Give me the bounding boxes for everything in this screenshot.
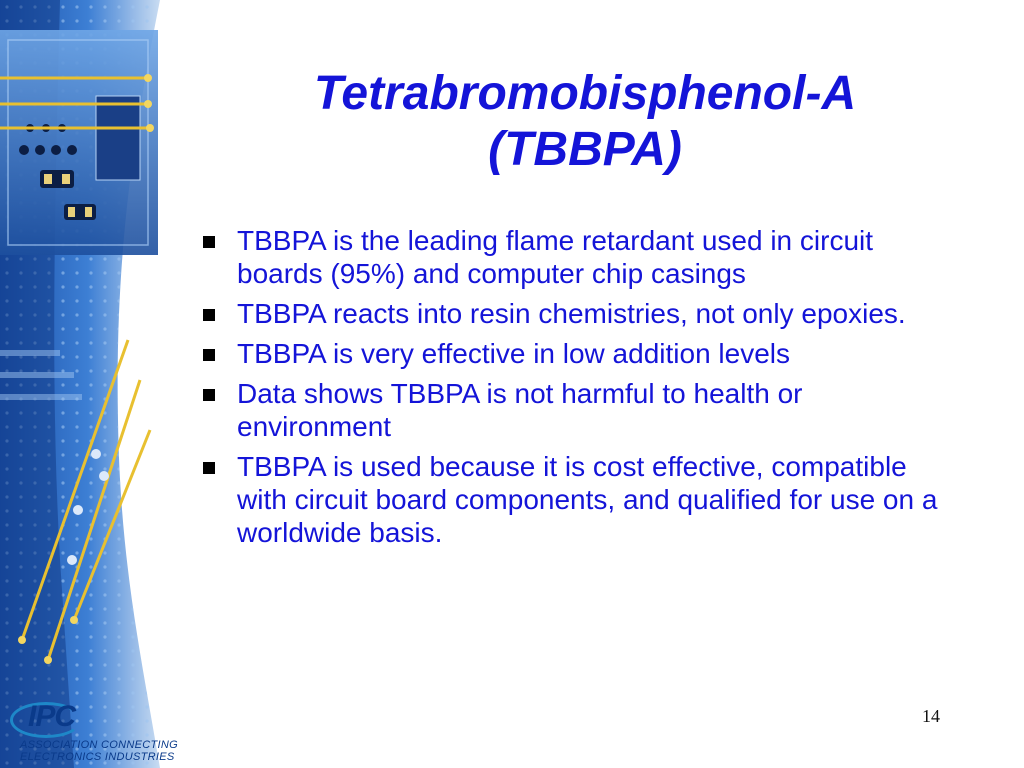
bullet-item bbox=[200, 337, 960, 370]
ipc-logo bbox=[6, 696, 178, 766]
circuit-board-decoration bbox=[0, 0, 200, 768]
slide-title bbox=[200, 66, 970, 178]
square-bullet-icon bbox=[203, 389, 215, 401]
bullet-text: TBBPA is very effective in low addition levels bbox=[237, 338, 790, 369]
bullet-list bbox=[200, 224, 960, 556]
square-bullet-icon bbox=[203, 309, 215, 321]
bullet-text: TBBPA is the leading flame retardant used in circuit boards (95%) and computer chip casings bbox=[237, 225, 874, 289]
slide-title-line2: (TBBPA) bbox=[488, 123, 682, 176]
bullet-item bbox=[200, 450, 960, 549]
square-bullet-icon bbox=[203, 462, 215, 474]
bullet-text: TBBPA is used because it is cost effective, compatible with circuit board components, and qualified for use on a worldwide basis. bbox=[237, 451, 938, 548]
bullet-text: TBBPA reacts into resin chemistries, not only epoxies. bbox=[237, 298, 906, 329]
logo-tagline-line2: ELECTRONICS INDUSTRIES bbox=[20, 751, 175, 763]
slide-title-line1: Tetrabromobisphenol-A bbox=[313, 67, 857, 120]
bullet-item bbox=[200, 297, 960, 330]
logo-tagline-line1: ASSOCIATION CONNECTING bbox=[20, 739, 178, 751]
slide-number: 14 bbox=[922, 706, 940, 726]
bullet-item bbox=[200, 377, 960, 443]
bullet-item bbox=[200, 224, 960, 290]
square-bullet-icon bbox=[203, 349, 215, 361]
square-bullet-icon bbox=[203, 236, 215, 248]
bullet-text: Data shows TBBPA is not harmful to health or environment bbox=[237, 378, 803, 442]
logo-name: IPC bbox=[28, 700, 76, 733]
